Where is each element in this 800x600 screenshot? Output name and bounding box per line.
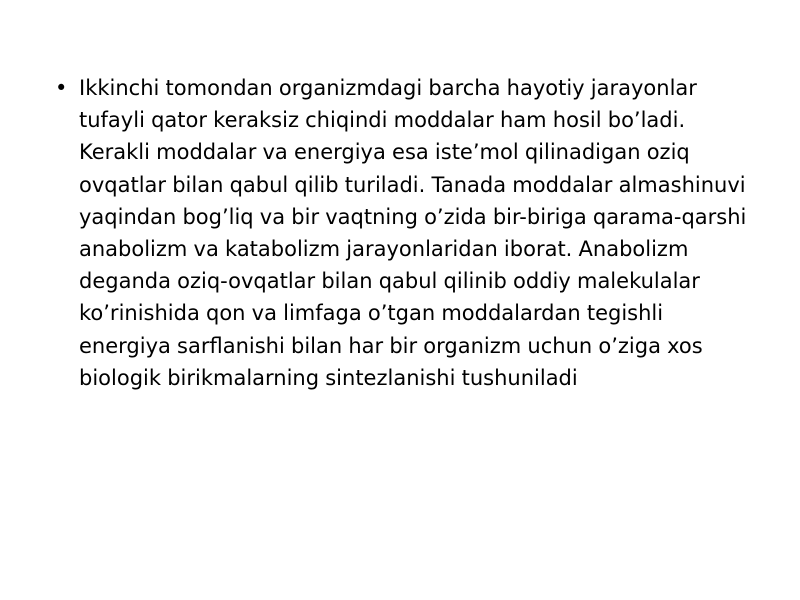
slide-content [55,72,760,394]
bullet-marker: • [55,76,68,100]
bullet-list [55,72,760,394]
bullet-item [55,72,760,394]
bullet-text: Ikkinchi tomondan organizmdagi barcha hayotiy jarayonlar tufayli qator keraksiz chiqindi moddalar ham hosil bo’ladi. Kerakli moddalar va energiya esa iste’mol qilinadigan oziq ovqatlar bilan qabul qilib turiladi. Tanada moddalar almashinuvi yaqindan bog’liq va bir vaqtning o’zida bir-biriga qarama-qarshi anabolizm va katabolizm jarayonlaridan iborat. Anabolizm deganda oziq-ovqatlar bilan qabul qilinib oddiy malekulalar ko’rinishida qon va limfaga o’tgan moddalardan tegishli energiya sarflanishi bilan har bir organizm uchun o’ziga xos biologik birikmalarning sintezlanishi tushuniladi [79,76,747,390]
